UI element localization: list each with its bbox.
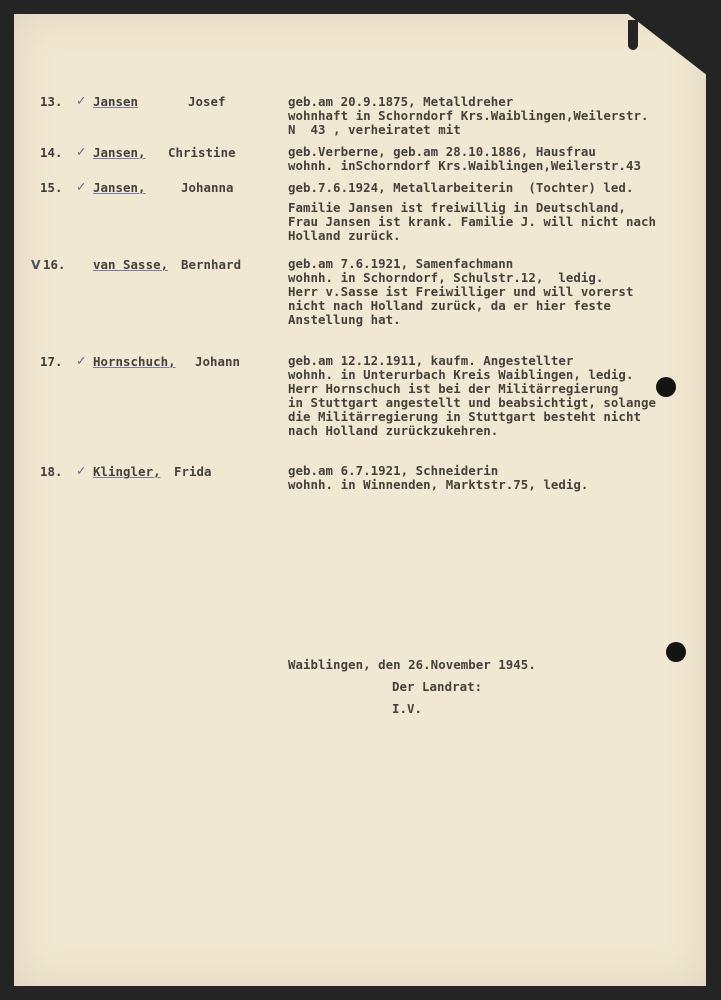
entry-given-name: Bernhard bbox=[181, 257, 242, 272]
check-mark: V bbox=[31, 257, 41, 272]
entry-detail-line: wohnh. inSchorndorf Krs.Waiblingen,Weilerstr.43 bbox=[288, 158, 641, 173]
entry-detail-line: Familie Jansen ist freiwillig in Deutschland, bbox=[288, 200, 626, 215]
entry-detail-line: die Militärregierung in Stuttgart besteht nicht bbox=[288, 409, 641, 424]
entry-detail-line: geb.am 12.12.1911, kaufm. Angestellter bbox=[288, 353, 574, 368]
entry-detail-line: Anstellung hat. bbox=[288, 312, 401, 327]
entry-surname: Jansen, bbox=[93, 180, 146, 195]
entry-given-name: Josef bbox=[188, 94, 226, 109]
entry-detail-line: wohnh. in Winnenden, Marktstr.75, ledig. bbox=[288, 477, 589, 492]
entry-detail-line: Herr v.Sasse ist Freiwilliger und will vorerst bbox=[288, 284, 634, 299]
entry-detail-line: geb.7.6.1924, Metallarbeiterin (Tochter) led. bbox=[288, 180, 634, 195]
entry-detail-line: Holland zurück. bbox=[288, 228, 401, 243]
entry-surname: Hornschuch, bbox=[93, 354, 176, 369]
entry-detail-line: Frau Jansen ist krank. Familie J. will nicht nach bbox=[288, 214, 656, 229]
entry-number: 15. bbox=[40, 180, 63, 195]
office-title: Der Landrat: bbox=[392, 679, 483, 694]
entry-surname: van Sasse, bbox=[93, 257, 169, 272]
entry-detail-line: nach Holland zurückzukehren. bbox=[288, 423, 499, 438]
entry-detail-line: N 43 , verheiratet mit bbox=[288, 122, 461, 137]
entry-detail-line: geb.am 7.6.1921, Samenfachmann bbox=[288, 256, 514, 271]
entry-detail-line: geb.Verberne, geb.am 28.10.1886, Hausfrau bbox=[288, 144, 596, 159]
entry-surname: Jansen bbox=[93, 94, 139, 109]
entry-detail-line: geb.am 6.7.1921, Schneiderin bbox=[288, 463, 499, 478]
entry-detail-line: Herr Hornschuch ist bei der Militärregierung bbox=[288, 381, 619, 396]
entry-given-name: Johann bbox=[195, 354, 241, 369]
check-mark: ✓ bbox=[76, 353, 87, 368]
entry-number: 14. bbox=[40, 145, 63, 160]
entry-detail-line: wohnh. in Schorndorf, Schulstr.12, ledig. bbox=[288, 270, 604, 285]
entry-number: 18. bbox=[40, 464, 63, 479]
punch-hole bbox=[666, 642, 686, 662]
check-mark: ✓ bbox=[76, 179, 87, 194]
torn-corner bbox=[628, 14, 708, 76]
entry-surname: Jansen, bbox=[93, 145, 146, 160]
entry-given-name: Frida bbox=[174, 464, 212, 479]
entry-detail-line: wohnhaft in Schorndorf Krs.Waiblingen,Weilerstr. bbox=[288, 108, 649, 123]
entry-detail-line: in Stuttgart angestellt und beabsichtigt, solange bbox=[288, 395, 656, 410]
check-mark: ✓ bbox=[76, 93, 87, 108]
torn-notch bbox=[628, 20, 638, 50]
check-mark: ✓ bbox=[76, 144, 87, 159]
entry-given-name: Christine bbox=[168, 145, 236, 160]
entry-detail-line: geb.am 20.9.1875, Metalldreher bbox=[288, 94, 514, 109]
check-mark: ✓ bbox=[76, 463, 87, 478]
entry-given-name: Johanna bbox=[181, 180, 234, 195]
entry-detail-line: nicht nach Holland zurück, da er hier feste bbox=[288, 298, 611, 313]
entry-number: 13. bbox=[40, 94, 63, 109]
deputy-abbreviation: I.V. bbox=[392, 701, 423, 716]
place-date: Waiblingen, den 26.November 1945. bbox=[288, 657, 536, 672]
entry-surname: Klingler, bbox=[93, 464, 161, 479]
entry-number: 17. bbox=[40, 354, 63, 369]
punch-hole bbox=[656, 377, 676, 397]
entry-number: 16. bbox=[43, 257, 66, 272]
entry-detail-line: wohnh. in Unterurbach Kreis Waiblingen, ledig. bbox=[288, 367, 634, 382]
